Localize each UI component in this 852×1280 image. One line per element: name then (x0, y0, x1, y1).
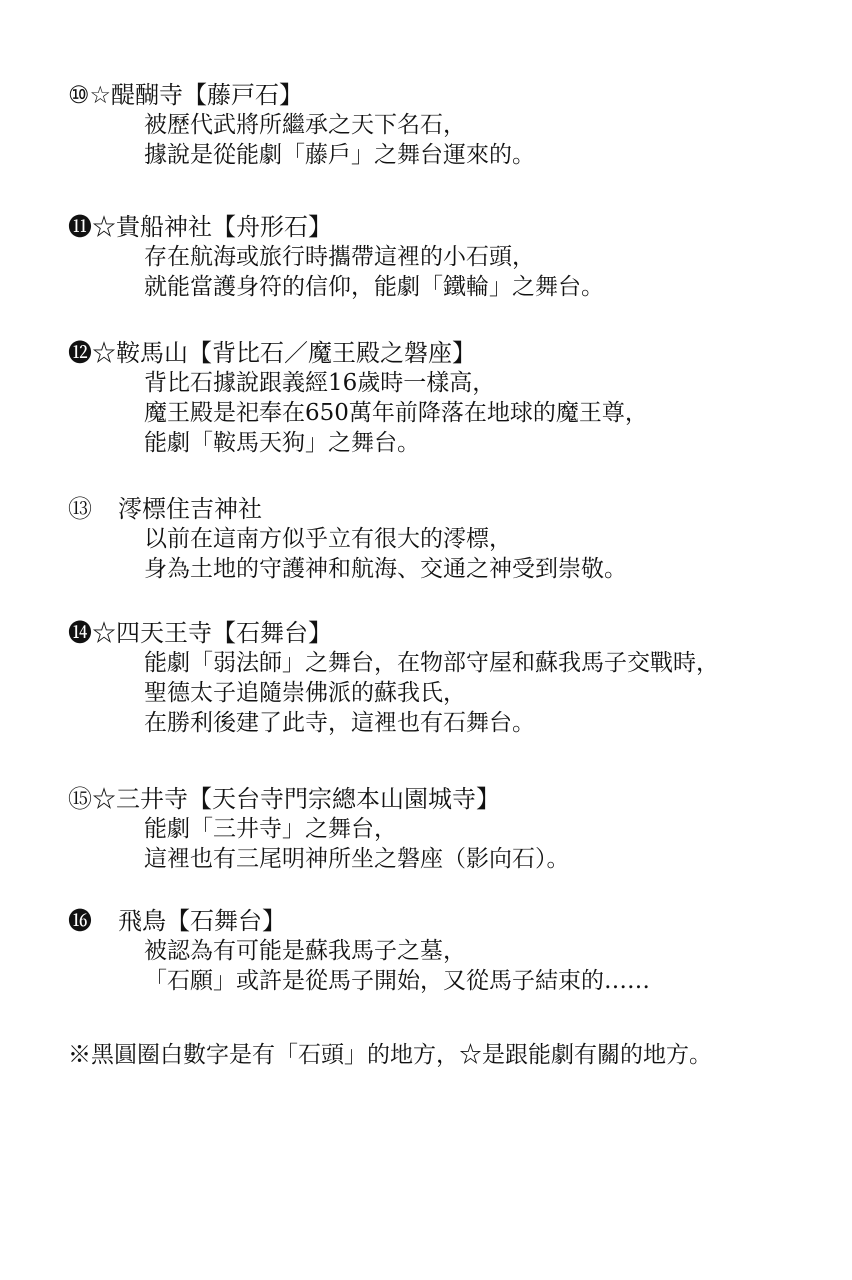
entry-miotsukushi (68, 494, 788, 584)
entry-marker: ⓰ (68, 907, 92, 935)
entry-line: 魔王殿是祀奉在650萬年前降落在地球的魔王尊， (144, 400, 648, 426)
entry-title: 鞍馬山【背比石／魔王殿之磐座】 (116, 339, 476, 367)
entry-title: 飛鳥【石舞台】 (118, 907, 286, 935)
entry-line: 以前在這南方似乎立有很大的澪標， (144, 526, 512, 552)
entry-marker: ⑮☆ (68, 785, 116, 813)
entry-asuka (68, 906, 788, 996)
entry-line: 能劇「鞍馬天狗」之舞台。 (144, 430, 420, 456)
entry-heading (68, 784, 788, 814)
entry-line: 「石願」或許是從馬子開始，又從馬子結束的…… (144, 968, 650, 994)
entry-heading (68, 618, 788, 648)
entry-title: 醍醐寺【藤戸石】 (111, 81, 304, 109)
entry-heading (68, 906, 788, 936)
entry-shitennoji (68, 618, 788, 738)
entry-line: 在勝利後建了此寺，這裡也有石舞台。 (144, 710, 535, 736)
entry-heading (68, 338, 788, 368)
entry-heading (68, 80, 788, 110)
legend-note: ※黑圓圈白數字是有「石頭」的地方，☆是跟能劇有關的地方。 (68, 1042, 712, 1068)
entry-line: 身為土地的守護神和航海、交通之神受到崇敬。 (144, 556, 627, 582)
entry-marker: ⓬☆ (68, 339, 116, 367)
entry-title: 四天王寺【石舞台】 (116, 619, 332, 647)
entry-heading (68, 212, 788, 242)
entry-line: 據說是從能劇「藤戶」之舞台運來的。 (144, 142, 535, 168)
entry-marker: ⓫☆ (68, 213, 116, 241)
entry-marker: ⑬ (68, 495, 92, 523)
entry-title: 貴船神社【舟形石】 (116, 213, 332, 241)
entry-title: 澪標住吉神社 (118, 495, 262, 523)
entry-line: 背比石據說跟義經16歲時一樣高， (144, 370, 496, 396)
entry-marker: ⓮☆ (68, 619, 116, 647)
entry-line: 就能當護身符的信仰，能劇「鐵輪」之舞台。 (144, 274, 604, 300)
entry-line: 聖德太子追隨崇佛派的蘇我氏， (144, 680, 466, 706)
entry-line: 能劇「弱法師」之舞台，在物部守屋和蘇我馬子交戰時， (144, 650, 719, 676)
entry-line: 被認為有可能是蘇我馬子之墓， (144, 938, 466, 964)
entry-kifune (68, 212, 788, 302)
entry-marker: ⑩☆ (68, 81, 112, 109)
entry-line: 這裡也有三尾明神所坐之磐座（影向石）。 (144, 846, 570, 872)
entry-title: 三井寺【天台寺門宗總本山園城寺】 (116, 785, 500, 813)
entry-kurama (68, 338, 788, 458)
entry-miidera (68, 784, 788, 874)
entry-line: 被歷代武將所繼承之天下名石， (144, 112, 466, 138)
entry-daigoji (68, 80, 788, 170)
entry-line: 存在航海或旅行時攜帶這裡的小石頭， (144, 244, 535, 270)
entry-heading (68, 494, 788, 524)
entry-line: 能劇「三井寺」之舞台， (144, 816, 397, 842)
